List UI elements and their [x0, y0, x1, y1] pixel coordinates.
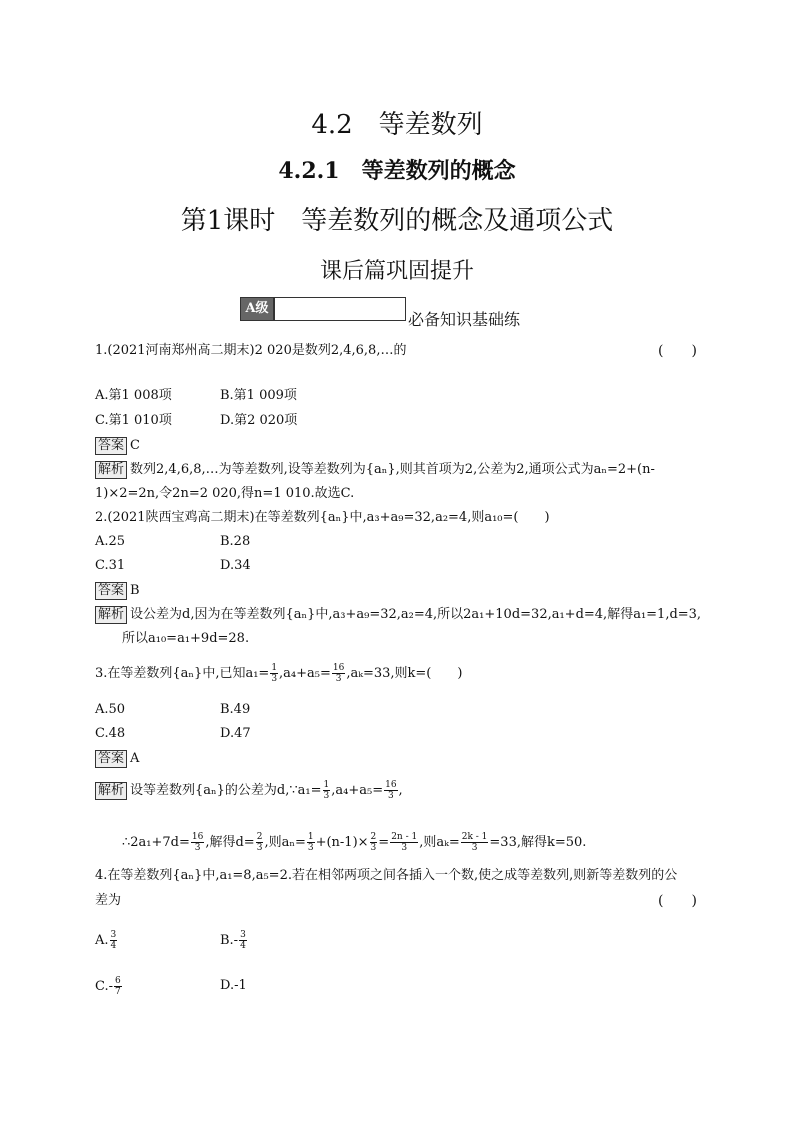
q3-option-b: B.49 — [220, 702, 251, 717]
q3-analysis-line-1: 解析 设等差数列{aₙ}的公差为d,∵a₁= $\frac{1}{3}$ ,a₄+a₅= $\frac{16}{3}$ , — [95, 780, 403, 801]
answer-tag: 答案 — [95, 750, 127, 768]
question-1-stem: 1.(2021河南郑州高二期末)2 020是数列2,4,6,8,…的 — [95, 343, 407, 358]
q1-option-d: D.第2 020项 — [220, 413, 298, 428]
answer-paren-1: ( ) — [658, 343, 697, 359]
q2-option-c: C.31 — [95, 558, 126, 573]
q2-option-a: A.25 — [95, 534, 126, 549]
answer-paren-4: ( ) — [658, 893, 697, 909]
q1-answer — [95, 437, 140, 455]
lesson-title: 第1课时 等差数列的概念及通项公式 — [180, 206, 614, 236]
level-badge: A级 — [240, 297, 274, 321]
fraction: $\frac{16}{3}$ — [385, 780, 397, 801]
q2-analysis-text: 设公差为d,因为在等差数列{aₙ}中,a₃+a₉=32,a₂=4,所以2a₁+10d=32,a₁+d=4,解得a₁=1,d=3, — [130, 607, 702, 622]
fraction: $\frac{3}{4}$ — [240, 930, 246, 951]
fraction: $\frac{1}{3}$ — [323, 780, 330, 801]
q4-option-d: D.-1 — [220, 978, 247, 993]
q2-analysis-line-2: 所以a₁₀=a₁+9d=28. — [122, 631, 250, 646]
fraction: $\frac{3}{4}$ — [110, 930, 117, 951]
q1-option-c: C.第1 010项 — [95, 413, 172, 428]
q1-analysis-line-2: 1)×2=2n,令2n=2 020,得n=1 010.故选C. — [95, 486, 355, 501]
q1-analysis-line-1 — [95, 461, 655, 479]
section-title: 4.2 等差数列 — [311, 110, 483, 140]
fraction: $\frac{6}{7}$ — [115, 976, 121, 997]
q4-option-a: A. $\frac{3}{4}$ — [95, 930, 117, 951]
analysis-tag: 解析 — [95, 782, 127, 800]
q2-option-b: B.28 — [220, 534, 251, 549]
answer-tag: 答案 — [95, 437, 127, 455]
question-4-stem-line-2: 差为 — [95, 893, 122, 908]
q1-analysis-text: 数列2,4,6,8,…为等差数列,设等差数列为{aₙ},则其首项为2,公差为2,通项公式为aₙ=2+(n- — [130, 462, 655, 477]
fraction: $\frac{2}{3}$ — [256, 832, 263, 853]
question-4-stem-line-1: 4.在等差数列{aₙ}中,a₁=8,a₅=2.若在相邻两项之间各插入一个数,使之成等差数列,则新等差数列的公 — [95, 868, 678, 883]
fraction: $\frac{1}{3}$ — [307, 832, 314, 853]
q2-answer — [95, 582, 140, 600]
answer-tag: 答案 — [95, 582, 127, 600]
q4-option-c: C.- $\frac{6}{7}$ — [95, 976, 121, 997]
q3-option-a: A.50 — [95, 702, 126, 717]
fraction: $\frac{2}{3}$ — [370, 832, 377, 853]
q3-analysis-line-2: ∴2a₁+7d= $\frac{16}{3}$ ,解得d= $\frac{2}{3}$ ,则aₙ= $\frac{1}{3}$ +(n-1)× $\frac{2}{3}$ = $\frac{2n - 1}{3}$ ,则aₖ= $\frac{2k - 1}{3}$ =33,解得k=50. — [122, 832, 587, 853]
q2-answer-value: B — [130, 583, 140, 598]
q3-answer-value: A — [130, 751, 140, 766]
subsection-title: 4.2.1 等差数列的概念 — [278, 158, 516, 184]
fraction: $\frac{2n - 1}{3}$ — [391, 832, 418, 853]
q3-option-c: C.48 — [95, 726, 126, 741]
q2-option-d: D.34 — [220, 558, 251, 573]
q2-analysis-line-1 — [95, 606, 701, 624]
q4-option-b: B.- $\frac{3}{4}$ — [220, 930, 246, 951]
analysis-tag: 解析 — [95, 606, 127, 624]
level-text: 必备知识基础练 — [408, 310, 521, 329]
question-2-stem: 2.(2021陕西宝鸡高二期末)在等差数列{aₙ}中,a₃+a₉=32,a₂=4,则a₁₀=( ) — [95, 510, 550, 525]
q1-option-b: B.第1 009项 — [220, 388, 297, 403]
level-box — [274, 297, 406, 321]
q3-option-d: D.47 — [220, 726, 251, 741]
fraction: $\frac{16}{3}$ — [332, 663, 345, 684]
fraction: $\frac{1}{3}$ — [271, 663, 278, 684]
fraction: $\frac{2k - 1}{3}$ — [461, 832, 488, 853]
q3-answer — [95, 750, 139, 768]
part-title: 课后篇巩固提升 — [319, 259, 474, 284]
q1-option-a: A.第1 008项 — [95, 388, 172, 403]
q1-answer-value: C — [130, 438, 140, 453]
fraction: $\frac{16}{3}$ — [191, 832, 204, 853]
question-3-stem: 3.在等差数列{aₙ}中,已知a₁= $\frac{1}{3}$ ,a₄+a₅= $\frac{16}{3}$ ,aₖ=33,则k=( ) — [95, 663, 463, 684]
analysis-tag: 解析 — [95, 461, 127, 479]
